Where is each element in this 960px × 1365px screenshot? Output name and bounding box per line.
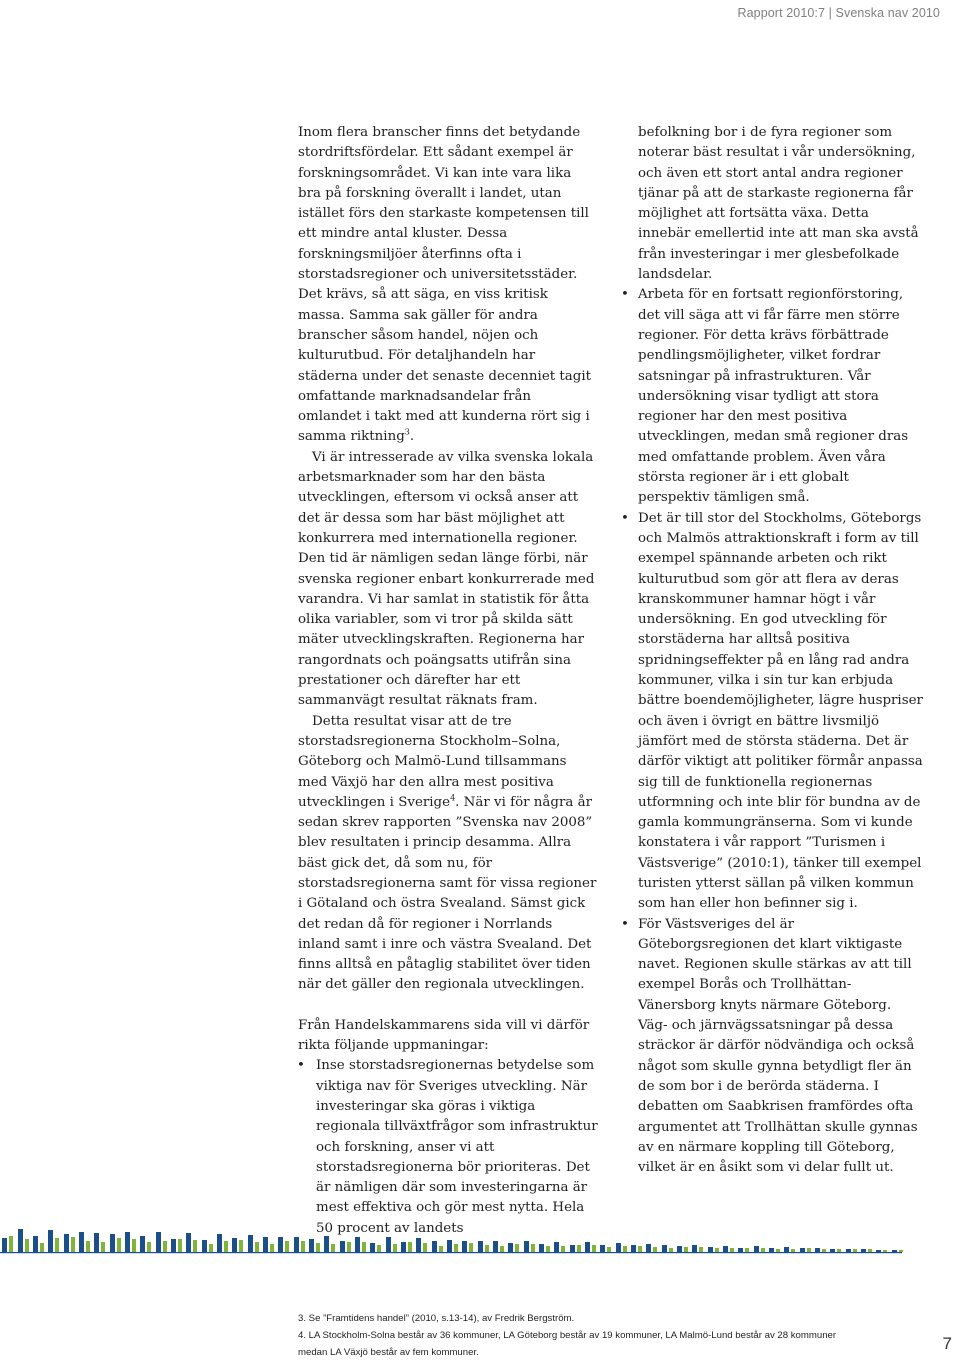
- bar-strip-bar-blue: [33, 1236, 38, 1252]
- bar-strip-bar-green: [469, 1243, 473, 1252]
- bar-strip-bar-green: [117, 1238, 121, 1252]
- bar-strip-bar-green: [853, 1249, 857, 1252]
- bar-strip-bar-blue: [876, 1250, 881, 1252]
- bar-strip-bar-green: [147, 1242, 151, 1252]
- bar-strip-bar-blue: [662, 1245, 667, 1252]
- footnote-4-line-2: medan LA Växjö består av fem kommuner.: [298, 1347, 479, 1358]
- bar-strip-bar-blue: [754, 1246, 759, 1252]
- bar-strip-bar-blue: [493, 1241, 498, 1252]
- bar-strip-bar-green: [837, 1249, 841, 1252]
- bar-strip-bar-blue: [830, 1249, 835, 1252]
- paragraph-1: Inom flera branscher finns det betydande stordriftsfördelar. Ett sådant exempel är forskningsområdet. Vi kan inte vara lika bra på forskning överallt i landet, utan istället förs den starkaste kompetensen till ett mindre antal kluster. Dessa forskningsmiljöer återfinns ofta i storstadsregioner och universitetsstäder. Det krävs, så att säga, en viss kritisk massa. Samma sak gäller för andra branscher såsom handel, nöjen och kulturutbud. För detaljhandeln har städerna under det senaste decenniet tagit omfattande marknadsandelar från omlandet i takt med att kunderna rört sig i samma riktning$^3$.: [298, 125, 591, 445]
- left-column: [298, 123, 598, 1239]
- bar-strip-bar-green: [408, 1242, 412, 1252]
- bar-strip-bar-blue: [692, 1245, 697, 1252]
- bar-strip-bar-green: [439, 1246, 443, 1252]
- bar-strip-bar-green: [454, 1244, 458, 1252]
- bar-strip-bar-blue: [232, 1238, 237, 1252]
- bar-strip-bar-green: [699, 1247, 703, 1252]
- list-item-continuation: befolkning bor i de fyra regioner som noterar bäst resultat i vår undersökning, och även ett stort antal andra regioner tjänar på att de starkaste regionerna får möjlighet att fortsätta växa. Detta innebär emellertid inte att man ska avstå från investeringar i mer glesbefolkade landsdelar.: [638, 125, 919, 283]
- bar-strip-bar-green: [515, 1244, 519, 1252]
- bar-strip-bar-blue: [723, 1246, 728, 1252]
- bar-strip-bar-blue: [156, 1232, 161, 1252]
- bar-strip-bar-blue: [64, 1234, 69, 1252]
- bar-strip-bar-blue: [278, 1237, 283, 1252]
- bar-strip-bar-blue: [324, 1236, 329, 1252]
- bar-strip-bar-blue: [646, 1244, 651, 1252]
- running-header: Rapport 2010:7 | Svenska nav 2010: [737, 6, 940, 20]
- footnote-ref-3[interactable]: 3: [404, 427, 410, 437]
- bar-strip-bar-blue: [677, 1246, 682, 1252]
- bar-strip-bar-blue: [79, 1232, 84, 1252]
- bar-strip-bar-green: [776, 1249, 780, 1252]
- bar-strip-bar-green: [807, 1248, 811, 1252]
- bar-strip-bar-blue: [524, 1241, 529, 1252]
- bar-strip-bar-green: [239, 1240, 243, 1252]
- bar-strip-bar-blue: [738, 1248, 743, 1252]
- bar-strip-baseline: [0, 1252, 902, 1253]
- bar-strip-bar-blue: [18, 1229, 23, 1252]
- bar-strip-bar-blue: [294, 1237, 299, 1252]
- bar-strip-bar-blue: [539, 1244, 544, 1252]
- bar-strip-bar-blue: [370, 1243, 375, 1252]
- bar-strip-bar-green: [761, 1248, 765, 1252]
- bar-strip-bar-blue: [815, 1248, 820, 1252]
- bar-strip-bar-blue: [784, 1247, 789, 1252]
- bar-strip-bar-green: [255, 1242, 259, 1252]
- bar-strip-bar-green: [730, 1248, 734, 1252]
- bar-strip-bar-green: [500, 1246, 504, 1252]
- bar-strip-bar-blue: [478, 1241, 483, 1252]
- bar-strip-bar-blue: [570, 1245, 575, 1252]
- bar-strip-bar-green: [623, 1246, 627, 1252]
- recommendation-list: [298, 1056, 598, 1239]
- bar-strip-bar-green: [745, 1248, 749, 1252]
- bar-strip-bar-green: [178, 1239, 182, 1252]
- list-item: • Arbeta för en fortsatt regionförstoring, det vill säga att vi får färre men större regioner. För detta krävs förbättrade pendlingsmöjligheter, vilket fordrar satsningar på infrastrukturen. Vår undersökning visar tydligt att stora regioner har den mest positiva utvecklingen, medan små regioner dras med omfattande problem. Även våra största regioner är i ett globalt perspektiv tämligen små.: [638, 285, 923, 508]
- bar-strip-bar-green: [561, 1246, 565, 1252]
- bar-strip-bar-blue: [171, 1239, 176, 1252]
- bar-strip-bar-blue: [110, 1234, 115, 1252]
- bar-strip-bar-blue: [447, 1240, 452, 1252]
- bar-strip-bar-green: [377, 1245, 381, 1252]
- bar-strip-bar-green: [86, 1241, 90, 1252]
- bar-strip-bar-blue: [186, 1233, 191, 1252]
- bar-strip-bar-green: [577, 1245, 581, 1252]
- bar-strip-bar-green: [868, 1249, 872, 1252]
- bar-strip-bar-blue: [217, 1234, 222, 1252]
- recommendation-list-cont: [638, 285, 923, 1178]
- bar-strip-bar-green: [883, 1250, 887, 1252]
- bar-strip-bar-blue: [125, 1232, 130, 1252]
- bar-strip-bar-green: [347, 1242, 351, 1252]
- bar-strip-bar-green: [55, 1238, 59, 1252]
- footnote-4-line-1: 4. LA Stockholm-Solna består av 36 kommuner, LA Göteborg består av 19 kommuner, LA Malmö-Lund består av 28 kommuner: [298, 1330, 837, 1341]
- bar-strip-bar-blue: [248, 1235, 253, 1252]
- bar-strip-bar-blue: [94, 1233, 99, 1252]
- bar-strip-bar-blue: [616, 1243, 621, 1252]
- bar-strip-bar-green: [193, 1240, 197, 1252]
- bar-strip-bar-green: [132, 1239, 136, 1252]
- paragraph-3: Detta resultat visar att de tre storstadsregionerna Stockholm–Solna, Göteborg och Malmö-Lund tillsammans med Växjö har den allra mest positiva utvecklingen i Sverige$^4$. När vi för några år sedan skrev rapporten ”Svenska nav 2008” blev resultaten i princip desamma. Allra bäst gick det, då som nu, för storstadsregionerna samt för vissa regioner i Götaland och östra Svealand. Sämst gick det redan då för regioner i Norrlands inland samt i inre och västra Svealand. Det finns alltså en påtaglig stabilitet över tiden när det gäller den regionala utvecklingen.: [298, 713, 597, 993]
- bar-strip-bar-green: [101, 1242, 105, 1252]
- bar-strip-bar-blue: [554, 1242, 559, 1252]
- bar-strip-bar-green: [899, 1250, 903, 1252]
- bar-strip-bar-blue: [769, 1248, 774, 1252]
- bar-strip-bar-blue: [202, 1240, 207, 1252]
- bar-strip-bar-green: [40, 1243, 44, 1252]
- right-column: [638, 123, 923, 1178]
- bar-strip-bar-blue: [401, 1242, 406, 1252]
- bar-strip-bar-green: [546, 1246, 550, 1252]
- bar-strip-bar-blue: [48, 1230, 53, 1252]
- page-number: 7: [942, 1334, 952, 1353]
- bar-strip-bar-green: [362, 1242, 366, 1252]
- paragraph-2: Vi är intresserade av vilka svenska lokala arbetsmarknader som har den bästa utvecklingen, eftersom vi också anser att det är dessa som har bäst möjlighet att konkurrera med internationella regioner. Den tid är nämligen sedan länge förbi, när svenska regioner enbart konkurrerade med varandra. Vi har samlat in statistik för åtta olika variabler, som vi tror på skilda sätt mäter utvecklingskraften. Regionerna har rangordnats och poängsatts utifrån sina prestationer och därefter har ett sammanvägt resultat räknats fram.: [298, 449, 595, 709]
- bar-strip-bar-green: [669, 1248, 673, 1252]
- bar-strip-bar-blue: [631, 1245, 636, 1252]
- bar-strip-bar-green: [285, 1241, 289, 1252]
- bar-strip-bar-green: [270, 1244, 274, 1252]
- bar-strip-bar-green: [531, 1244, 535, 1252]
- bar-strip-bar-green: [822, 1249, 826, 1252]
- bar-strip-bar-blue: [386, 1237, 391, 1252]
- bar-strip-bar-green: [592, 1245, 596, 1252]
- list-item: • För Västsveriges del är Göteborgsregionen det klart viktigaste navet. Regionen skulle stärkas av att till exempel Borås och Trollhättan-Vänersborg knyts närmare Göteborg. Väg- och järnvägssatsningar på dessa sträckor är därför nödvändiga och också något som skulle gynna betydligt fler än de som bor i de berörda städerna. I debatten om Saabkrisen framfördes ofta argumentet att Trollhättan skulle gynnas av en närmare koppling till Göteborg, vilket är en åsikt som vi delar fullt ut.: [638, 915, 923, 1179]
- bar-strip-bar-blue: [846, 1249, 851, 1252]
- bar-strip-bar-green: [485, 1245, 489, 1252]
- bar-strip-bar-green: [163, 1241, 167, 1252]
- bar-strip-bar-blue: [263, 1237, 268, 1252]
- bar-strip-bar-blue: [140, 1236, 145, 1252]
- bar-strip-bar-green: [715, 1248, 719, 1252]
- bar-strip-bar-blue: [800, 1248, 805, 1252]
- bar-strip-bar-blue: [600, 1245, 605, 1252]
- bar-strip-bar-blue: [708, 1247, 713, 1252]
- bar-strip-bar-green: [607, 1247, 611, 1252]
- list-item: • Inse storstadsregionernas betydelse som viktiga nav för Sveriges utveckling. När investeringar ska göras i viktiga regionala tillväxtfrågor som infrastruktur och forskning, anser vi att storstadsregionerna bör prioriteras. Det är nämligen där som investeringarna är mest effektiva och gör mest nytta. Hela 50 procent av landets: [298, 1056, 598, 1239]
- list-item: • Det är till stor del Stockholms, Göteborgs och Malmös attraktionskraft i form av till exempel spännande arbeten och rikt kulturutbud som gör att flera av deras kranskommuner hamnar högt i vår undersökning. En god utveckling för storstäderna har alltså positiva spridningseffekter på en lång rad andra kommuner, vilka i sin tur kan erbjuda bättre boendemöjligheter, lägre huspriser och även i övrigt en bättre livsmiljö jämfört med de största städerna. Det är därför viktigt att politiker förmår anpassa sig till de funktionella regionernas utformning och inte blir för bundna av de gamla kommungränserna. Som vi kunde konstatera i vår rapport ”Turismen i Västsverige” (2010:1), tänker till exempel turisten ytterst sällan på vilken kommun som han eller hon befinner sig i.: [638, 509, 923, 915]
- bar-strip-bar-blue: [416, 1238, 421, 1252]
- bar-strip-bar-blue: [892, 1250, 897, 1252]
- bar-strip-bar-green: [71, 1237, 75, 1252]
- bar-strip-bar-green: [316, 1243, 320, 1252]
- bar-strip-bar-green: [393, 1244, 397, 1252]
- bar-strip-bar-green: [791, 1249, 795, 1252]
- bar-strip-bar-green: [9, 1236, 13, 1252]
- bar-strip-bar-green: [638, 1246, 642, 1252]
- bar-strip-bar-green: [25, 1239, 29, 1252]
- footnote-3: 3. Se ”Framtidens handel” (2010, s.13-14), av Fredrik Bergström.: [298, 1313, 575, 1324]
- bar-strip-bar-blue: [340, 1241, 345, 1252]
- paragraph-4: Från Handelskammarens sida vill vi därför rikta följande uppmaningar:: [298, 1017, 590, 1054]
- bar-strip-bar-green: [423, 1243, 427, 1252]
- bar-strip-bar-green: [301, 1241, 305, 1252]
- bar-strip-bar-green: [209, 1244, 213, 1252]
- bar-strip-bar-blue: [432, 1241, 437, 1252]
- bar-strip-bar-blue: [309, 1239, 314, 1252]
- footnotes: [298, 1310, 836, 1361]
- bar-strip-bar-blue: [508, 1243, 513, 1252]
- bar-strip-bar-blue: [585, 1242, 590, 1252]
- bar-strip-bar-blue: [355, 1237, 360, 1252]
- bar-strip-bar-green: [684, 1247, 688, 1252]
- bar-strip-bar-green: [224, 1241, 228, 1252]
- bar-strip-bar-blue: [2, 1238, 7, 1252]
- bar-strip-bar-green: [331, 1244, 335, 1252]
- bar-strip-bar-blue: [462, 1241, 467, 1252]
- bar-strip-bar-blue: [861, 1249, 866, 1252]
- bar-strip-bar-green: [653, 1247, 657, 1252]
- footnote-ref-4[interactable]: 4: [450, 793, 456, 803]
- decorative-bar-strip: [0, 1222, 960, 1257]
